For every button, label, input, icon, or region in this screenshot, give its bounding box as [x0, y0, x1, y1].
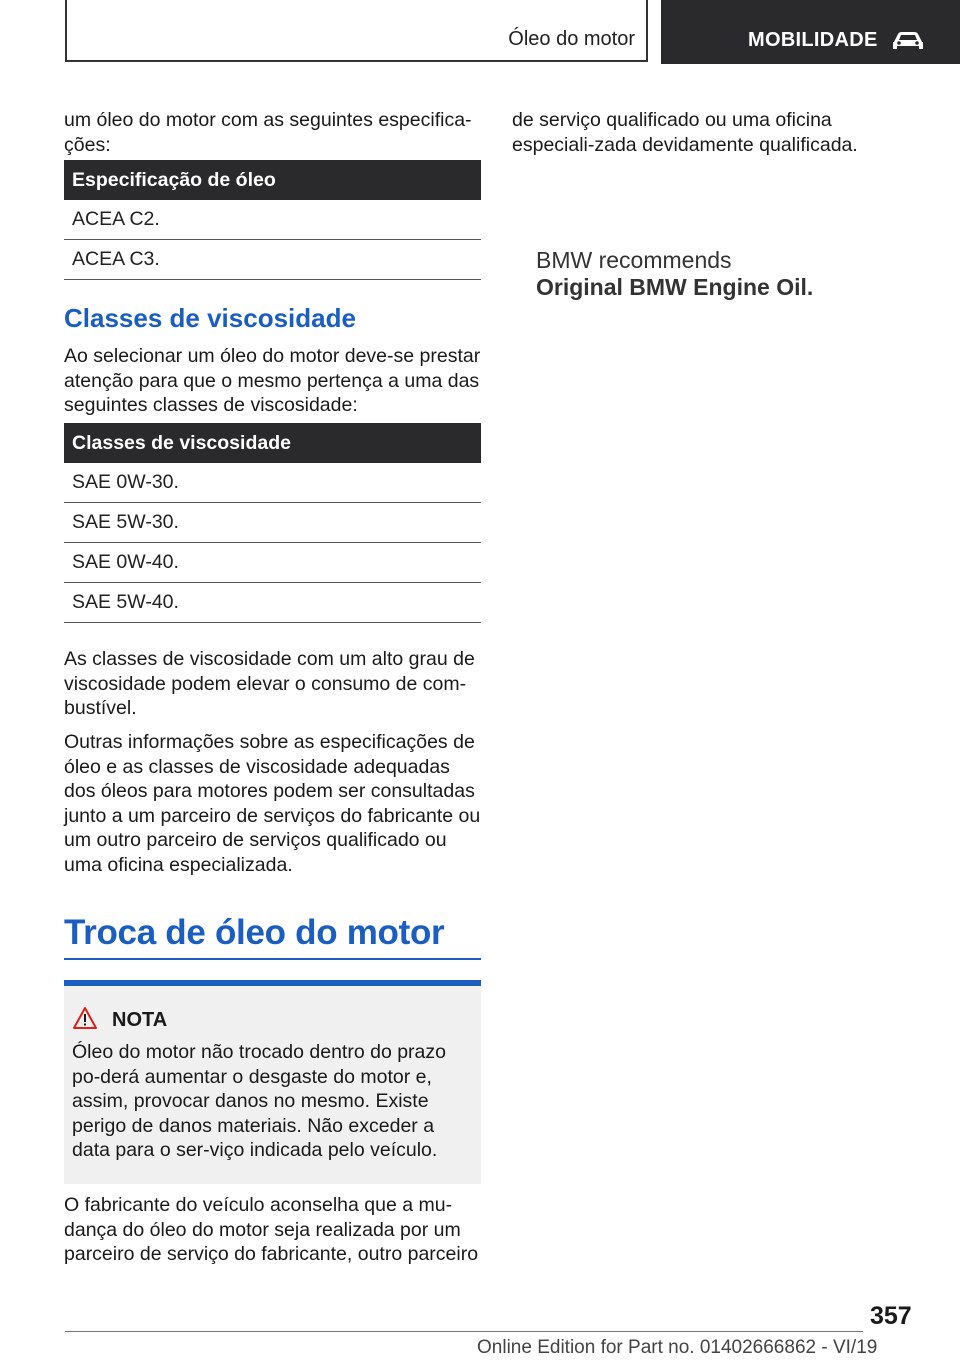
promo-line-2: Original BMW Engine Oil. — [536, 274, 814, 300]
table-header: Classes de viscosidade — [64, 423, 481, 463]
chapter-title: Óleo do motor — [508, 28, 635, 50]
oil-change-paragraph: O fabricante do veículo aconselha que a mu‐dança do óleo do motor seja realizada por um parceiro de serviço do fabricante, outro parceiro — [64, 1194, 479, 1265]
footer-edition: Online Edition for Part no. 01402666862 - VI/19 — [477, 1337, 878, 1358]
table-row: SAE 5W-30. — [64, 503, 481, 543]
note-text: Óleo do motor não trocado dentro do prazo po‐derá aumentar o desgaste do motor e, assim, provocar danos no mesmo. Existe perigo de danos materiais. Não exceder a data para o ser‐viço indicada pelo veículo. — [72, 1041, 446, 1161]
table-row: ACEA C2. — [64, 200, 481, 240]
section-title: MOBILIDADE — [748, 29, 878, 51]
warning-triangle-icon — [72, 1006, 98, 1030]
viscosity-paragraph: As classes de viscosidade com um alto grau de viscosidade podem elevar o consumo de com‐bustível. — [64, 648, 475, 719]
car-icon — [890, 30, 926, 52]
promo-line-1: BMW recommends — [536, 247, 732, 273]
footer-divider — [65, 1331, 863, 1332]
viscosity-intro: Ao selecionar um óleo do motor deve-se prestar atenção para que o mesmo pertença a uma das seguintes classes de viscosidade: — [64, 345, 481, 416]
note-title: NOTA — [112, 1009, 168, 1031]
table-row: SAE 5W-40. — [64, 583, 481, 623]
oil-spec-table — [64, 160, 481, 280]
table-row: ACEA C3. — [64, 240, 481, 280]
viscosity-paragraph: Outras informações sobre as especificações de óleo e as classes de viscosidade adequadas dos óleos para motores podem ser consultadas junto a um parceiro de serviços do fabricante ou um outro parceiro de serviços qualificado ou uma oficina especializada. — [64, 731, 481, 876]
table-row: SAE 0W-30. — [64, 463, 481, 503]
intro-text: um óleo do motor com as seguintes especifica‐ções: — [64, 109, 472, 156]
table-row: SAE 0W-40. — [64, 543, 481, 583]
section-heading: Classes de viscosidade — [64, 303, 356, 333]
chapter-heading: Troca de óleo do motor — [64, 913, 445, 952]
table-header: Especificação de óleo — [64, 160, 481, 200]
viscosity-table — [64, 423, 481, 623]
heading-divider — [64, 958, 481, 960]
oil-change-paragraph-continued: de serviço qualificado ou uma oficina especiali‐zada devidamente qualificada. — [512, 109, 858, 156]
page-number: 357 — [870, 1302, 912, 1330]
